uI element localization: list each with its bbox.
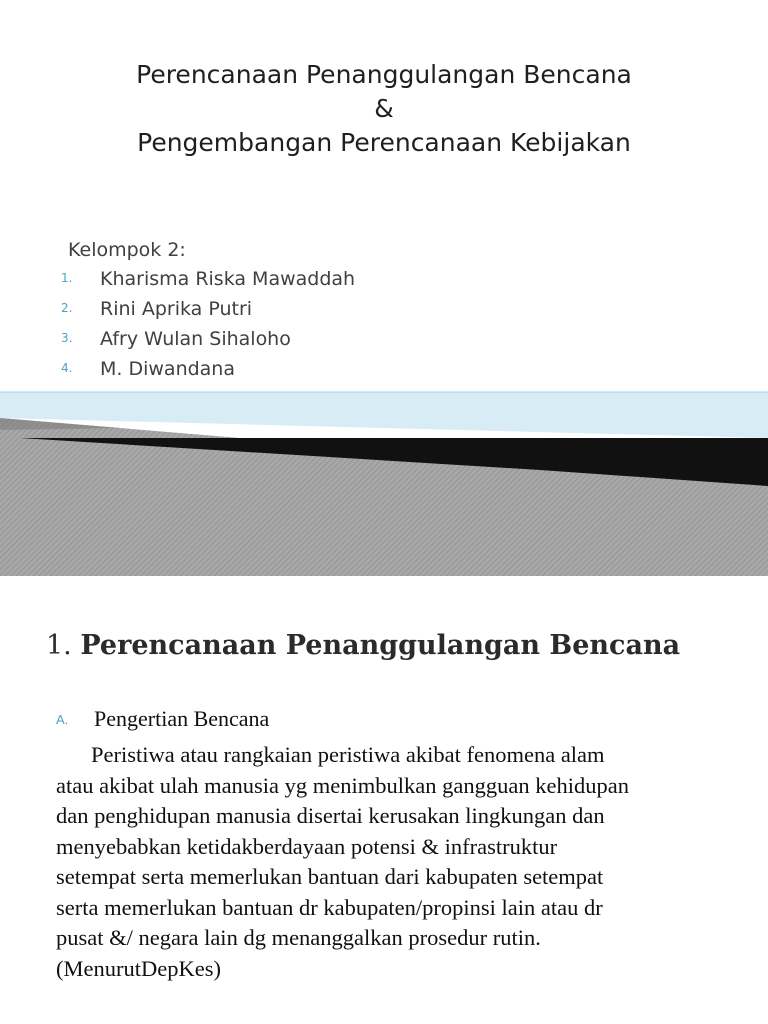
paragraph-line: (MenurutDepKes) [56,955,221,981]
list-item [61,264,356,294]
group-members [61,236,356,384]
member-name: Kharisma Riska Mawaddah [100,268,356,290]
list-item [61,324,291,354]
group-label: Kelompok 2: [68,239,186,261]
paragraph-line: serta memerlukan bantuan dr kabupaten/propinsi lain atau dr [56,894,603,920]
list-number: 1. [61,271,73,285]
subheading-label: Pengertian Bencana [94,706,270,731]
list-item [61,354,235,384]
paragraph-line: menyebabkan ketidakberdayaan potensi & infrastruktur [56,833,558,859]
section-title-text: Perencanaan Penanggulangan Bencana [80,630,681,661]
member-name: Afry Wulan Sihaloho [100,328,291,350]
decorative-bands [0,388,768,576]
slide-title-line-1: Perencanaan Penanggulangan Bencana [136,60,632,89]
paragraph-line: Peristiwa atau rangkaian peristiwa akibat fenomena alam [91,742,605,767]
member-name: Rini Aprika Putri [100,298,253,320]
paragraph-line: pusat &/ negara lain dg menanggalkan prosedur rutin. [56,925,541,950]
list-number: 3. [61,331,73,345]
paragraph-line: dan penghidupan manusia disertai kerusakan lingkungan dan [56,803,605,828]
list-number: 2. [61,301,73,315]
subheading-letter: A. [56,712,69,727]
list-number: 4. [61,361,73,375]
list-item [61,294,253,324]
section-number: 1. [46,630,72,661]
member-name: M. Diwandana [100,358,235,380]
slide-title-line-3: Pengembangan Perencanaan Kebijakan [137,128,631,157]
slide-title-line-2: & [374,94,394,123]
content-slide [0,576,768,1024]
definition-paragraph [56,740,726,984]
paragraph-line: atau akibat ulah manusia yg menimbulkan gangguan kehidupan [56,772,629,798]
section-title [46,630,680,661]
slide-title [0,58,768,160]
paragraph-line: setempat serta memerlukan bantuan dari kabupaten setempat [56,864,604,889]
